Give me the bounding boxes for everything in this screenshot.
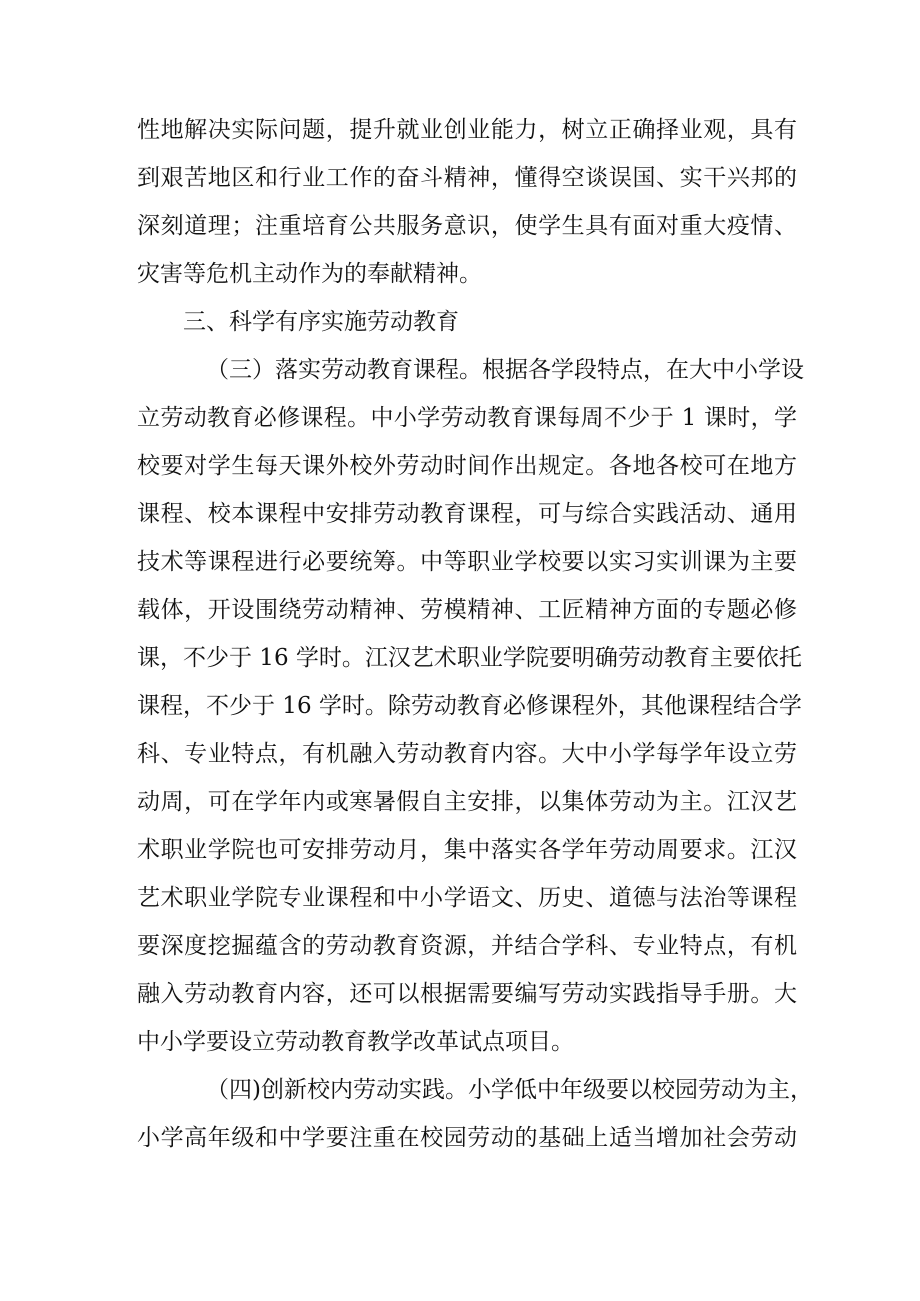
- section-heading: [137, 298, 797, 346]
- text-line: 要深度挖掘蕴含的劳动教育资源，并结合学科、专业特点，有机: [137, 933, 797, 959]
- text-line: 校要对学生每天课外校外劳动时间作出规定。各地各校可在地方: [137, 453, 797, 479]
- text-line: 课程、校本课程中安排劳动教育课程，可与综合实践活动、通用: [137, 501, 797, 527]
- text-line: 科、专业特点，有机融入劳动教育内容。大中小学每学年设立劳: [137, 741, 797, 767]
- document-body: [137, 106, 813, 1162]
- text-line: 术职业学院也可安排劳动月，集中落实各学年劳动周要求。江汉: [137, 837, 797, 863]
- text-line: 小学高年级和中学要注重在校园劳动的基础上适当增加社会劳动: [137, 1125, 797, 1151]
- text-line: 灾害等危机主动作为的奉献精神。: [137, 261, 482, 287]
- paragraph-1: [137, 106, 797, 298]
- text-line: 融入劳动教育内容，还可以根据需要编写劳动实践指导手册。大: [137, 981, 797, 1007]
- text-line: 载体，开设围绕劳动精神、劳模精神、工匠精神方面的专题必修: [137, 597, 797, 623]
- text-line: 性地解决实际问题，提升就业创业能力，树立正确择业观，具有: [137, 117, 797, 143]
- section-heading-text: 三、科学有序实施劳动教育: [183, 309, 459, 335]
- paragraph-2: [137, 346, 804, 1066]
- text-line: 中小学要设立劳动教育教学改革试点项目。: [137, 1029, 574, 1055]
- paragraph-3: [137, 1066, 813, 1162]
- text-line: 课程，不少于 16 学时。除劳动教育必修课程外，其他课程结合学: [137, 693, 802, 719]
- text-line: 立劳动教育必修课程。中小学劳动教育课每周不少于 1 课时，学: [137, 405, 797, 431]
- text-line: 艺术职业学院专业课程和中小学语文、历史、道德与法治等课程: [137, 885, 797, 911]
- text-line: 动周，可在学年内或寒暑假自主安排，以集体劳动为主。江汉艺: [137, 789, 797, 815]
- text-line: 技术等课程进行必要统筹。中等职业学校要以实习实训课为主要: [137, 549, 797, 575]
- text-line: （四)创新校内劳动实践。小学低中年级要以校园劳动为主，: [206, 1077, 813, 1103]
- text-line: 课，不少于 16 学时。江汉艺术职业学院要明确劳动教育主要依托: [137, 645, 802, 671]
- text-line: 深刻道理；注重培育公共服务意识，使学生具有面对重大疫情、: [137, 213, 797, 239]
- text-line: （三）落实劳动教育课程。根据各学段特点，在大中小学设: [206, 357, 804, 383]
- text-line: 到艰苦地区和行业工作的奋斗精神，懂得空谈误国、实干兴邦的: [137, 165, 797, 191]
